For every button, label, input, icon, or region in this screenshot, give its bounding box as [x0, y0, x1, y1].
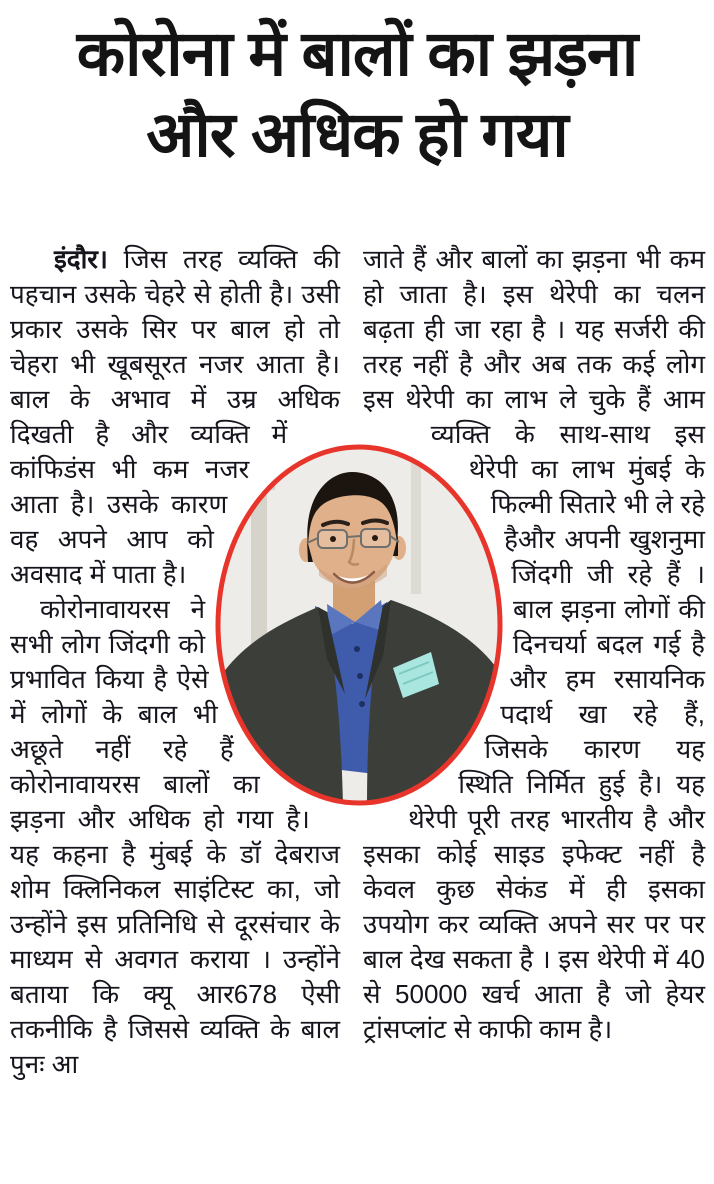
glasses-bridge	[347, 536, 361, 537]
paragraph-3-text: जाते हैं और बालों का झड़ना भी कम हो जाता है। इस थेरेपी का चलन बढ़ता ही जा रहा है । यह सर्जरी की तरह नहीं है और अब तक कई लोग इस थेरेपी का लाभ ले चुके हैं आम व्यक्ति के साथ-साथ इस थेरेपी का लाभ मुंबई के फिल्मी सितारे भी ले रहे हैऔर अपनी खुशनुमा जिंदगी जी रहे हैं । बाल झड़ना लोगों की दिनचर्या बदल गई है और हम रसायनिक पदार्थ खा रहे हैं, जिसके कारण यह स्थिति निर्मित हुई है। यह थेरेपी पूरी तरह भारतीय है और इसका कोई साइड इफेक्ट नहीं है केवल कुछ सेकंड में ही इसका उपयोग कर व्यक्ति अपने सर पर पर बाल देख सकता है । इस थेरेपी में 40 से 50000 खर्च आता है जो हेयर ट्रांसप्लांट से काफी काम है।	[363, 244, 705, 1044]
eye-right	[372, 535, 378, 541]
headline-line-1: कोरोना में बालों का झड़ना	[76, 19, 638, 89]
dateline: इंदौर।	[54, 244, 108, 274]
article-headline	[0, 14, 714, 176]
portrait-photo	[215, 444, 503, 806]
headline-line-2: और अधिक हो गया	[146, 100, 568, 170]
eye-left	[330, 536, 336, 542]
shirt-button	[354, 646, 360, 652]
shirt-button	[357, 673, 363, 679]
paragraph-1-text: जिस तरह व्यक्ति की पहचान उसके चेहरे से होती है। उसी प्रकार उसके सिर पर बाल हो तो चेहरा भी खूबसूरत नजर आता है। बाल के अभाव में उम्र अधिक दिखती है और व्यक्ति में कांफिडंस भी कम नजर आता है। उसके कारण वह अपने आप को अवसाद में पाता है।	[10, 244, 340, 589]
paragraph-2-text: कोरोनावायरस ने सभी लोग जिंदगी को प्रभावित किया है ऐसे में लोगों के बाल भी अछूते नहीं रहे हैं कोरोनावायरस बालों का झड़ना और अधिक हो गया है। यह कहना है मुंबई के डॉ देबराज शोम क्लिनिकल साइंटिस्ट का, जो उन्होंने इस प्रतिनिधि से दूरसंचार के माध्यम से अवगत कराया । उन्होंने बताया कि क्यू आर678 ऐसी तकनीकि है जिससे व्यक्ति के बाल पुनः आ	[10, 594, 340, 1079]
shirt-button	[359, 701, 365, 707]
